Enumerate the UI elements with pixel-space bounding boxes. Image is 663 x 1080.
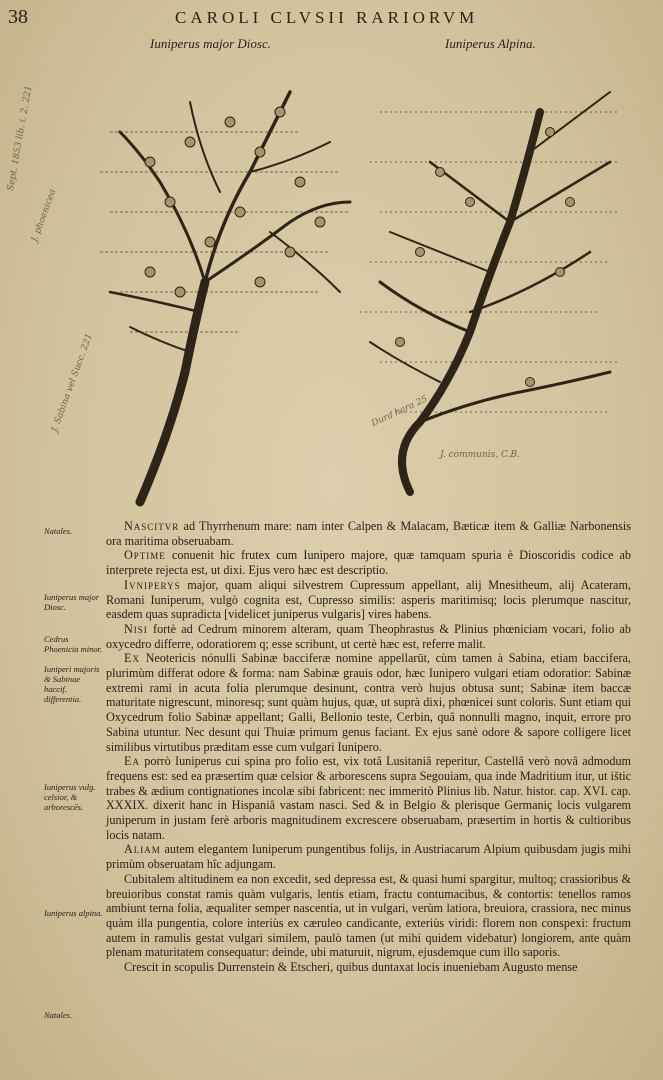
- margin-note: Iuniperus vulg. celsior, & arborescēs.: [44, 782, 96, 812]
- paragraph-lead: Nisi: [124, 621, 148, 636]
- margin-note: Iuniperus alpina.: [44, 908, 103, 918]
- paragraph: [106, 622, 631, 651]
- paragraph-text: Cubitalem altitudinem ea non excedit, sed depressa est, & quasi humi spargitur, multoq; crassioribus & breuioribus constat ramis quàm vulgaris, lentis etiam, fractu contumacibus, & contortis: tenellos ramos ambiunt terna folia, æqualiter semper nascentia, ut in vulgari, verùm latiora, breuiora, crassiora, nec minus quàm illa pungentia, colore interiùs ex cæruleo candicante, exteriùs viridi: florem non conspexi: fructum autem in ramulis gestat vulgari similem, paulò tamen (ut mihi quidem videbatur) longiorem, ante quàm plenam maturitatem consequatur: deinde, ubi maturuit, nigrum, ejusdemque cum illo saporis.: [106, 871, 631, 960]
- botanical-woodcut: [90, 52, 635, 517]
- paragraph-lead: Aliam: [124, 842, 161, 857]
- paragraph-text: fortè ad Cedrum minorem alteram, quam Theophrastus & Plinius phœniciam vocari, folio ab oxycedro differre, odoratiorem q; esse scribunt, ut certè hæc est, referre malit.: [106, 621, 631, 651]
- handwritten-annotation: Dura hara 25: [370, 394, 430, 430]
- body-text: [106, 519, 631, 975]
- page-number: 38: [8, 6, 28, 28]
- margin-note: Iuniperi majoris & Sabinae baccif. differentia.: [44, 664, 100, 704]
- margin-note: Natales.: [44, 526, 73, 536]
- running-title: CAROLI CLVSII RARIORVM: [175, 8, 479, 27]
- paragraph-lead: Ivniperys: [124, 577, 181, 592]
- handwritten-annotation: Sept. 1853 lib. i. 2. 221: [6, 84, 35, 192]
- paragraph: [106, 872, 631, 960]
- paragraph-lead: Nascitvr: [124, 519, 180, 533]
- paragraph-text: Neotericis nónulli Sabinæ bacciferæ nomine appellarūt, cùm tamen à Sabina, etiam baccifera, plurimùm differat odore & forma: nam Sabinæ grauis odor, hæc Iunipero vulgari etiam odoratior: Sabinæ extremi rami in acuta folia plerumque desinunt, contra verò hujus obtusa sunt; Sabinæ item baccæ maturitate nigrescunt, minoresq; sunt quàm hujus, quæ, ut suprà dixi, phœnicei sunt coloris. Sunt etiam qui Oxycedrum folio Sabinæ appellant; Galli, Bellonio teste, Cerbin, quâ nonnulli magno, inquit, errore pro Sabina utuntur. Nec desunt qui Thuiæ primum genus faciant. Ex ejus sanè odore & sapore colligere licet similibus virtutibus præditam esse cum vulgari Iunipero.: [106, 651, 631, 754]
- paragraph-text: conuenit hic frutex cum Iunipero majore, quæ tamquam spuria è Dioscoridis codice ab interprete rejecta est, ut dixi. Ejus vero hæc est descriptio.: [106, 548, 631, 578]
- margin-note: Cedrus Phoenicia minor.: [44, 634, 103, 654]
- paragraph: [106, 519, 631, 548]
- paragraph-lead: Optime: [124, 548, 166, 563]
- page-header: [0, 4, 663, 30]
- paragraph-text: porrò Iuniperus cui spina pro folio est, vix totâ Lusitaniâ reperitur, Castellâ verò novâ admodum frequens est: sed ea præsertim quæ celsior & arborescens supra Segouiam, qua inde Madritium itur, ut ištic trabes & ædium contignationes incolæ sibi fabricent: nec immeritò Plinius lib. Natur. histor. cap. XVI. cap. XXXIX. dixerit hanc in Hispaniâ vastam nasci. Sed & in Belgio & plerisque Germaniç locis vulgarem juniperum in justam ferè arboris magnitudinem excrescere obseruabam, præsertim in hortis & cultioribus locis natam.: [106, 754, 631, 842]
- paragraph: [106, 842, 631, 871]
- paragraph-lead: Ex: [124, 651, 140, 666]
- paragraph-text: autem elegantem Iuniperum pungentibus folijs, in Austriacarum Alpium quibusdam jugis mihi primùm obseruatam hîc adjungam.: [106, 842, 631, 872]
- paragraph-text: major, quam aliqui silvestrem Cupressum appellant, alij Mnesitheum, alij Acateram, Romani Iuniperum, vulgò cognita est, Cupresso similis: asperis maritimisq; locis plerumque nascitur, easdem quas supradicta [videlicet juniperus vulgaris] vires habens.: [106, 577, 631, 622]
- paragraph: [106, 651, 631, 754]
- margin-note: Iuniperus major Diosc.: [44, 592, 100, 612]
- margin-note: Natales.: [44, 1010, 73, 1020]
- woodcut-svg: [90, 52, 635, 517]
- paragraph-lead: Ea: [124, 754, 140, 769]
- handwritten-annotation: J. Sabina vel Succ. 221: [50, 332, 95, 434]
- juniperus-alpina-illustration: [370, 92, 610, 492]
- handwritten-annotation: J. communis, C.B.: [440, 450, 520, 460]
- paragraph-text: Crescit in scopulis Durrenstein & Etscheri, quibus duntaxat locis inueniebam Augusto mense: [124, 960, 578, 975]
- paragraph-text: ad Thyrrhenum mare: nam inter Calpen & Malacam, Bæticæ item & Galliæ Narbonensis ora maritima obseruabam.: [106, 519, 631, 548]
- paragraph: [106, 578, 631, 622]
- paragraph: [106, 548, 631, 577]
- paragraph: [106, 754, 631, 842]
- plate-caption-right: Iuniperus Alpina.: [445, 36, 536, 51]
- juniperus-major-illustration: [110, 92, 350, 502]
- handwritten-annotation: J. phoenicea: [30, 187, 59, 244]
- paragraph: [106, 960, 631, 975]
- plate-caption-left: Iuniperus major Diosc.: [150, 36, 271, 51]
